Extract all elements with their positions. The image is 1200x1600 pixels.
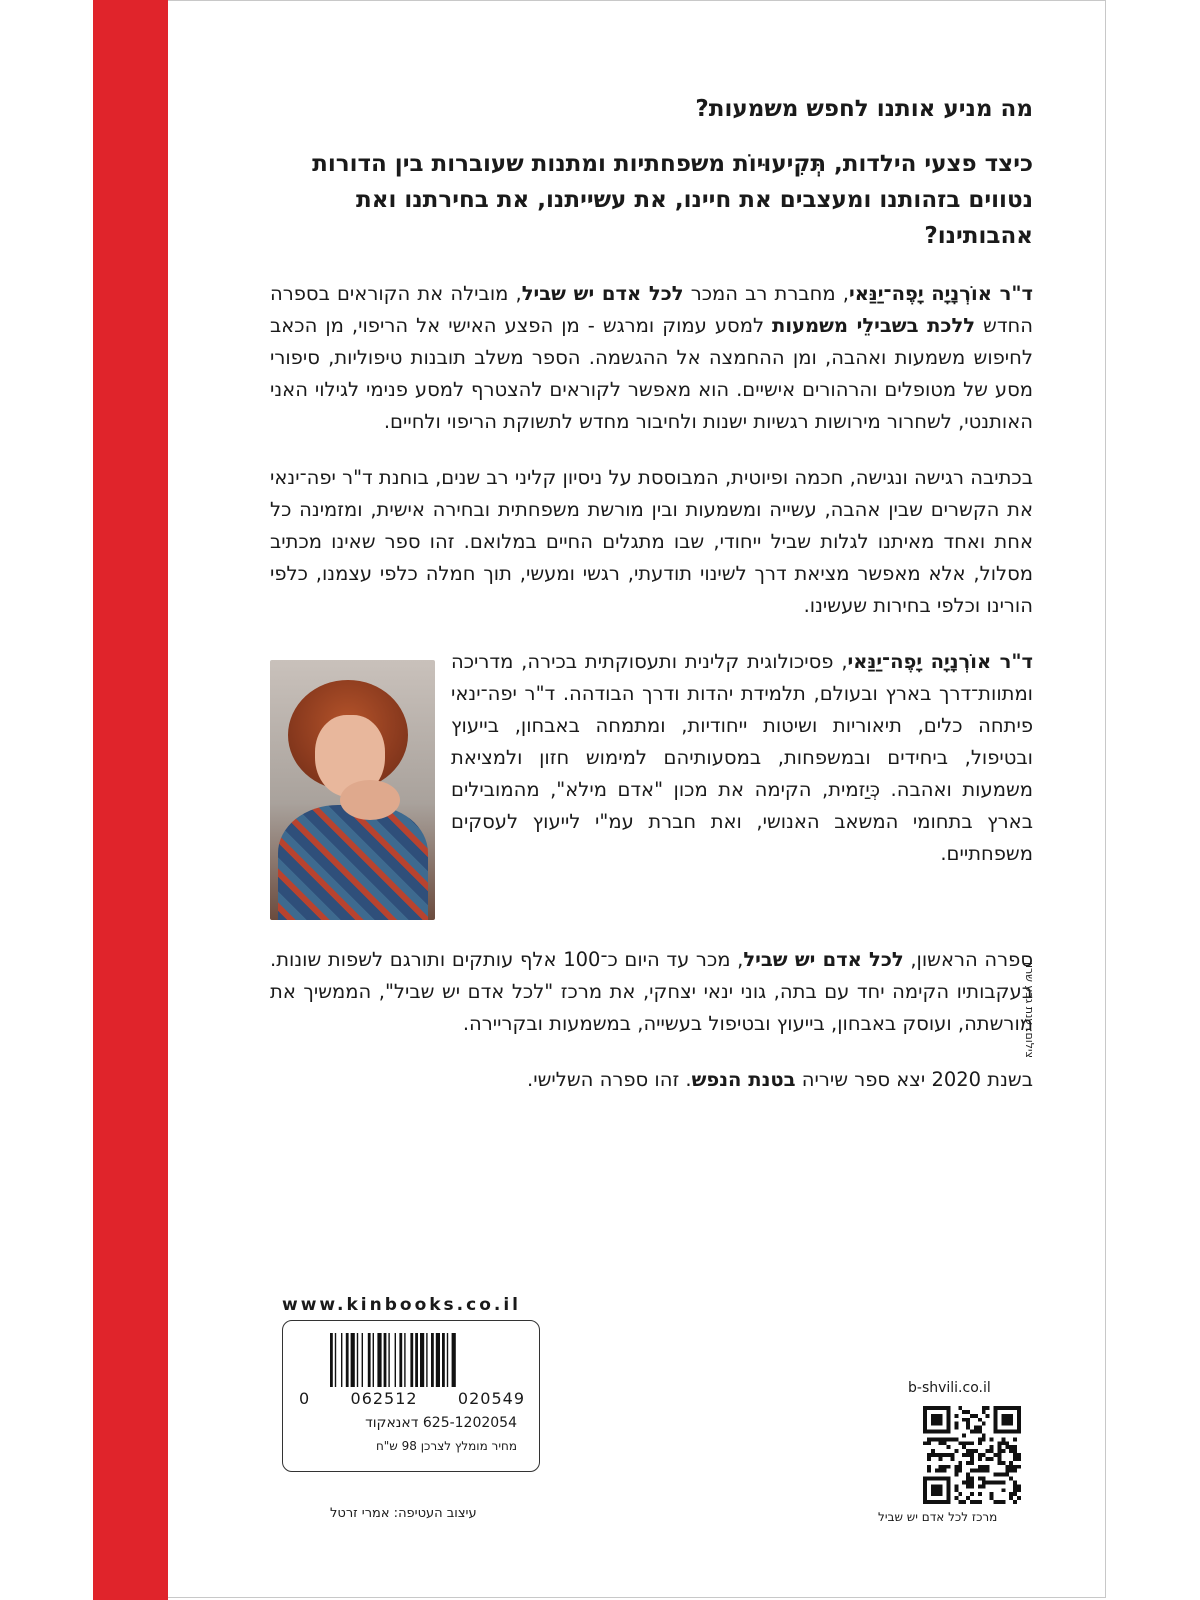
book-title-new: ללכת בשבילֵי משמעות	[772, 314, 976, 337]
qr-code-icon	[923, 1406, 1021, 1504]
author-photo	[270, 660, 435, 920]
author-name: ד"ר אוֹרְנָיָה יָפֶה־יַנַּאי	[848, 282, 1033, 305]
recommended-price: מחיר מומלץ לצרכן 98 ש"ח	[375, 1439, 517, 1453]
qr-url: b-shvili.co.il	[908, 1380, 991, 1396]
barcode-icon	[330, 1333, 520, 1387]
barcode-digits: 0 062512 020549	[299, 1389, 525, 1408]
paragraph-poetry-book: בשנת 2020 יצא ספר שיריה בטנת הנפש. זהו ספרה השלישי.	[527, 1068, 1033, 1091]
danacode: 625-1202054 דאנאקוד	[365, 1415, 517, 1431]
publisher-website: www.kinbooks.co.il	[282, 1295, 521, 1315]
book-title-first: לכל אדם יש שביל	[521, 282, 684, 305]
paragraph-book-description: בכתיבה רגישה ונגישה, חכמה ופיוטית, המבוססת על ניסיון קליני רב שנים, בוחנת ד"ר יפה־ינאי את הקשרים שבין אהבה, עשייה ומשמעות ובין מורשת משפחתית ובחירה אישית, ומזמינה כל אחת ואחד מאיתנו לגלות שביל ייחודי, שבו מתגלים החיים במלואם. זהו ספר שאינו מכתיב מסלול, אלא מאפשר מציאת דרך לשינוי תודעתי, רגשי ומעשי, תוך חמלה כלפי עצמנו, כלפי הורינו וכלפי בחירות שעשינו.	[270, 466, 1033, 617]
barcode-box	[282, 1320, 540, 1472]
paragraph-book-intro: ד"ר אוֹרְנָיָה יָפֶה־יַנַּאי, מחברת רב המכר לכל אדם יש שביל, מובילה את הקוראים בספרה החדש ללכת בשבילֵי משמעות למסע עמוק ומרגש - מן הפצע האישי אל הריפוי, מן הכאב לחיפוש משמעות ואהבה, ומן ההחמצה אל ההגשמה. הספר משלב תובנות טיפוליות, סיפורי מסע של מטופלים והרהורים אישיים. הוא מאפשר לקוראים להצטרף למסע פנימי לגילוי האני האותנטי, לשחרור מירושות רגשיות ישנות ולחיבור מחדש לתשוקת הריפוי ולחיים.	[270, 282, 1033, 433]
paragraph-first-book: ספרה הראשון, לכל אדם יש שביל, מכר עד היום כ־100 אלף עותקים ותורגם לשפות שונות. בעקבותיו הקימה יחד עם בתה, גוני ינאי יצחקי, את מרכז "לכל אדם יש שביל", הממשיך את מורשתה, ועוסק באבחון, בייעוץ ובטיפול בעשייה, במשמעות ובקריירה.	[270, 948, 1033, 1035]
heading-question: מה מניע אותנו לחפש משמעות?	[695, 96, 1033, 122]
first-book-title: לכל אדם יש שביל	[743, 948, 904, 971]
photo-credit: צילום: ענת גבע שרון	[1023, 961, 1036, 1058]
qr-caption: מרכז לכל אדם יש שביל	[878, 1510, 998, 1524]
back-cover-text	[270, 92, 1033, 1120]
bio-text: ד"ר אוֹרְנָיָה יָפֶה־יַנַּאי, פסיכולוגית קלינית ותעסוקתית בכירה, מדריכה ומתוות־דרך בארץ ובעולם, תלמידת יהדות ודרך הבודהה. ד"ר יפה־ינאי פיתחה כלים, תיאוריות ושיטות ייחודיות, ומתמחה באבחון, בייעוץ ובטיפול, ביחידים ובמשפחות, במסעותיהם למימוש חזון ולמציאת משמעות ואהבה. כְּיַזמית, הקימה את מכון "אדם מילא", מהמובילים בארץ בתחומי המשאב האנושי, ואת חברת עמ"י לייעוץ לעסקים משפחתיים.	[451, 650, 1033, 865]
bio-author-name: ד"ר אוֹרְנָיָה יָפֶה־יַנַּאי	[847, 650, 1033, 673]
author-bio	[270, 646, 1033, 920]
cover-design-credit: עיצוב העטיפה: אמרי זרטל	[330, 1506, 477, 1521]
poetry-book-title: בטנת הנפש	[691, 1068, 796, 1091]
intro-paragraph: כיצד פצעי הילדות, תְּקִיעוּיוֹת משפחתיות ומתנות שעוברות בין הדורות נטווים בזהותנו ומעצבים את חיינו, את עשייתנו, את בחירתנו ואת אהבותינו?	[312, 151, 1033, 249]
red-spine-stripe	[93, 0, 168, 1600]
